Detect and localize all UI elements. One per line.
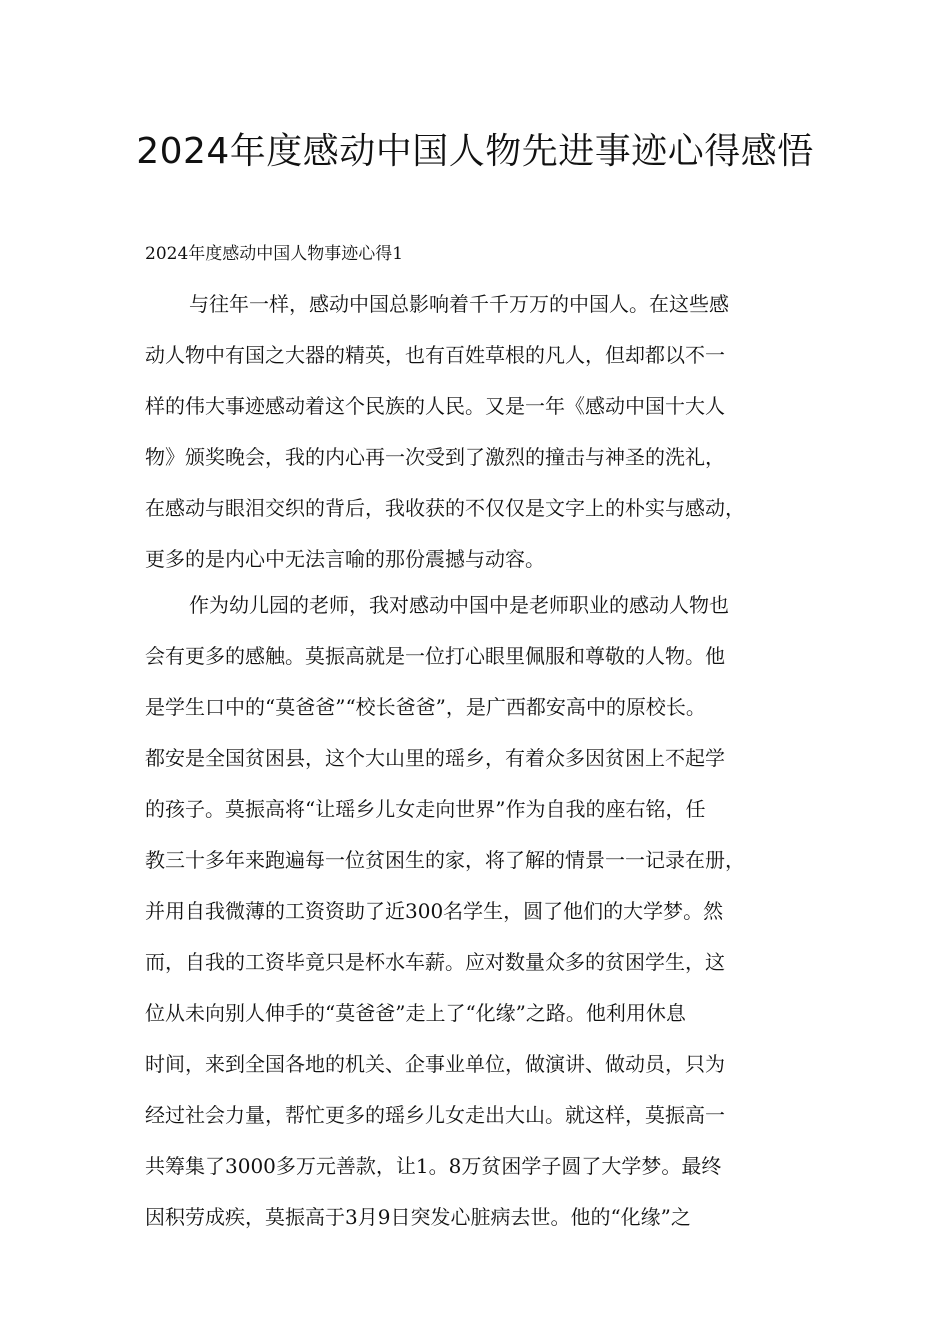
paragraph-1 — [145, 290, 825, 596]
paragraph-line: 时间，来到全国各地的机关、企事业单位，做演讲、做动员，只为 — [145, 1052, 725, 1076]
paragraph-line: 样的伟大事迹感动着这个民族的人民。又是一年《感动中国十大人 — [145, 394, 725, 418]
paragraph-2 — [145, 591, 825, 1254]
paragraph-line: 是学生口中的“莫爸爸”“校长爸爸”，是广西都安高中的原校长。 — [145, 695, 706, 719]
paragraph-line: 物》颁奖晚会，我的内心再一次受到了激烈的撞击与神圣的洗礼， — [145, 445, 725, 469]
paragraph-line: 在感动与眼泪交织的背后，我收获的不仅仅是文字上的朴实与感动， — [145, 496, 745, 520]
section-subheading: 2024年度感动中国人物事迹心得1 — [145, 244, 404, 264]
paragraph-line: 更多的是内心中无法言喻的那份震撼与动容。 — [145, 547, 545, 571]
paragraph-line: 与往年一样，感动中国总影响着千千万万的中国人。在这些感 — [189, 292, 729, 316]
paragraph-line: 动人物中有国之大器的精英，也有百姓草根的凡人，但却都以不一 — [145, 343, 725, 367]
paragraph-line: 位从未向别人伸手的“莫爸爸”走上了“化缘”之路。他利用休息 — [145, 1001, 686, 1025]
paragraph-line: 会有更多的感触。莫振高就是一位打心眼里佩服和尊敬的人物。他 — [145, 644, 725, 668]
paragraph-line: 而，自我的工资毕竟只是杯水车薪。应对数量众多的贫困学生，这 — [145, 950, 725, 974]
paragraph-line: 教三十多年来跑遍每一位贫困生的家，将了解的情景一一记录在册， — [145, 848, 745, 872]
paragraph-line: 并用自我微薄的工资资助了近300名学生，圆了他们的大学梦。然 — [145, 899, 724, 923]
paragraph-line: 因积劳成疾，莫振高于3月9日突发心脏病去世。他的“化缘”之 — [145, 1205, 691, 1229]
paragraph-line: 的孩子。莫振高将“让瑶乡儿女走向世界”作为自我的座右铭，任 — [145, 797, 706, 821]
paragraph-line: 经过社会力量，帮忙更多的瑶乡儿女走出大山。就这样，莫振高一 — [145, 1103, 725, 1127]
document-title: 2024年度感动中国人物先进事迹心得感悟 — [136, 131, 814, 172]
paragraph-line: 都安是全国贫困县，这个大山里的瑶乡，有着众多因贫困上不起学 — [145, 746, 725, 770]
paragraph-line: 作为幼儿园的老师，我对感动中国中是老师职业的感动人物也 — [189, 593, 729, 617]
paragraph-line: 共筹集了3000多万元善款，让1。8万贫困学子圆了大学梦。最终 — [145, 1154, 722, 1178]
